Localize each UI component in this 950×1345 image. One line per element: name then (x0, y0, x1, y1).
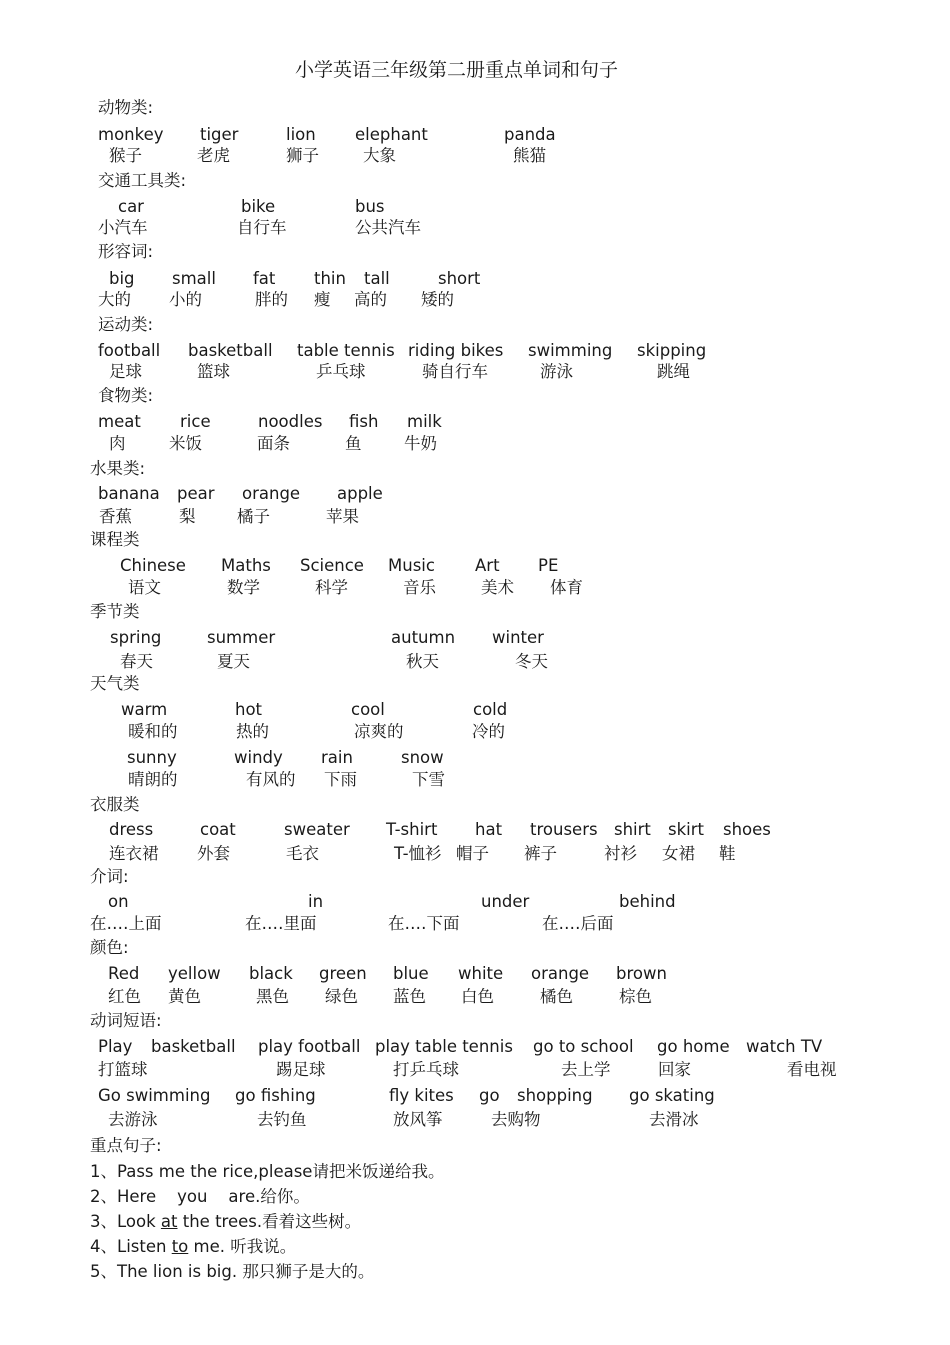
word-en: thin (314, 269, 346, 288)
word-en: Chinese (120, 556, 186, 575)
word-en: sunny (127, 748, 177, 767)
word-zh: 去游泳 (108, 1110, 158, 1129)
sentence-text: Here you are. (117, 1187, 261, 1206)
sentence-translation: 看着这些树。 (262, 1212, 362, 1231)
word-zh: 音乐 (403, 578, 436, 597)
word-en: panda (504, 125, 556, 144)
word-zh: 老虎 (197, 146, 230, 165)
word-en: rain (321, 748, 353, 767)
word-zh: 在‥‥上面 (90, 914, 162, 933)
word-en: noodles (258, 412, 323, 431)
section-heading-weather: 天气类 (90, 674, 140, 693)
word-en: cool (351, 700, 385, 719)
sentence-text: The lion is big. (117, 1262, 238, 1281)
word-zh: 鞋 (719, 844, 736, 863)
word-zh: 矮的 (421, 290, 454, 309)
word-en: skirt (668, 820, 704, 839)
word-en: rice (180, 412, 211, 431)
sentence-item (90, 1164, 444, 1181)
word-zh: 绿色 (325, 987, 358, 1006)
word-zh: 踢足球 (276, 1060, 326, 1079)
word-en: PE (538, 556, 559, 575)
word-en: black (249, 964, 293, 983)
word-zh: 高的 (354, 290, 387, 309)
word-en: banana (98, 484, 160, 503)
word-zh: 篮球 (197, 362, 230, 381)
word-zh: 去购物 (491, 1110, 541, 1129)
word-zh: 香蕉 (99, 507, 132, 526)
word-en: fat (253, 269, 276, 288)
word-en: car (118, 197, 144, 216)
word-en: apple (337, 484, 383, 503)
section-heading-clothes: 衣服类 (90, 795, 140, 814)
word-en: small (172, 269, 216, 288)
word-zh: 女裙 (662, 844, 695, 863)
word-en: go fishing (235, 1086, 316, 1105)
section-heading-animals: 动物类: (98, 98, 154, 117)
word-en: dress (109, 820, 154, 839)
word-zh: 冬天 (515, 652, 548, 671)
section-heading-colors: 颜色: (90, 938, 129, 957)
word-zh: 小汽车 (98, 218, 148, 237)
sentence-number: 2、 (90, 1187, 117, 1206)
word-en: table tennis (297, 341, 395, 360)
word-zh: T-恤衫 (394, 844, 442, 863)
section-heading-subjects: 课程类 (90, 530, 140, 549)
sentence-translation: 给你。 (260, 1187, 310, 1206)
page-title: 小学英语三年级第二册重点单词和句子 (295, 59, 619, 81)
word-en: tiger (200, 125, 239, 144)
sentence-number: 4、 (90, 1237, 117, 1256)
word-en: meat (98, 412, 141, 431)
word-zh: 肉 (109, 434, 126, 453)
word-en: blue (393, 964, 429, 983)
word-en: brown (616, 964, 667, 983)
word-zh: 大的 (98, 290, 131, 309)
word-zh: 骑自行车 (422, 362, 488, 381)
word-zh: 外套 (197, 844, 230, 863)
word-en: elephant (355, 125, 428, 144)
word-en: big (109, 269, 135, 288)
word-en: lion (286, 125, 316, 144)
word-zh: 衬衫 (604, 844, 637, 863)
word-en: cold (473, 700, 508, 719)
word-en: bike (241, 197, 276, 216)
word-zh: 橘色 (540, 987, 573, 1006)
word-zh: 游泳 (540, 362, 573, 381)
word-zh: 猴子 (109, 146, 142, 165)
word-zh: 晴朗的 (128, 770, 178, 789)
word-en: yellow (168, 964, 221, 983)
word-en: hot (235, 700, 263, 719)
word-zh: 苹果 (326, 507, 359, 526)
word-en: winter (492, 628, 544, 647)
word-en: play table tennis (375, 1037, 513, 1056)
word-en: orange (531, 964, 590, 983)
section-heading-phrases: 动词短语: (90, 1011, 162, 1030)
sentence-item (90, 1189, 310, 1206)
word-zh: 在‥‥下面 (388, 914, 460, 933)
section-heading-adjectives: 形容词: (98, 242, 154, 261)
word-zh: 暖和的 (128, 722, 178, 741)
word-en: Red (108, 964, 140, 983)
word-en: basketball (151, 1037, 236, 1056)
word-zh: 蓝色 (393, 987, 426, 1006)
word-zh: 梨 (179, 507, 196, 526)
word-zh: 乒乓球 (316, 362, 366, 381)
word-zh: 裤子 (524, 844, 557, 863)
word-zh: 在‥‥后面 (542, 914, 614, 933)
word-en: go to school (533, 1037, 634, 1056)
word-zh: 大象 (363, 146, 396, 165)
sentence-text: Listen (117, 1237, 172, 1256)
word-zh: 鱼 (345, 434, 362, 453)
word-en: go skating (629, 1086, 715, 1105)
sentence-underlined: at (160, 1212, 178, 1231)
word-en: Play (98, 1037, 133, 1056)
word-en: in (308, 892, 324, 911)
section-heading-transport: 交通工具类: (98, 171, 187, 190)
word-en: milk (407, 412, 442, 431)
word-en: autumn (391, 628, 456, 647)
word-en: coat (200, 820, 236, 839)
word-en: shoes (723, 820, 771, 839)
word-zh: 去钓鱼 (257, 1110, 307, 1129)
sentence-translation: 那只狮子是大的。 (237, 1262, 375, 1281)
word-zh: 小的 (169, 290, 202, 309)
word-zh: 在‥‥里面 (245, 914, 317, 933)
sentence-text: Pass me the rice,please (117, 1162, 313, 1181)
word-en: behind (619, 892, 676, 911)
word-en: white (458, 964, 504, 983)
word-zh: 胖的 (255, 290, 288, 309)
sentence-item (90, 1264, 374, 1281)
word-zh: 连衣裙 (109, 844, 159, 863)
word-en: go (479, 1086, 500, 1105)
sentence-item (90, 1214, 361, 1231)
sentence-translation: 请把米饭递给我。 (312, 1162, 445, 1181)
word-en: Art (475, 556, 500, 575)
section-heading-fruit: 水果类: (90, 459, 146, 478)
word-zh: 回家 (658, 1060, 691, 1079)
word-en: spring (110, 628, 162, 647)
word-zh: 黄色 (168, 987, 201, 1006)
word-zh: 熊猫 (513, 146, 546, 165)
word-en: summer (207, 628, 276, 647)
word-en: play football (258, 1037, 361, 1056)
word-zh: 自行车 (237, 218, 287, 237)
word-en: football (98, 341, 161, 360)
word-en: watch TV (746, 1037, 823, 1056)
section-heading-food: 食物类: (98, 386, 154, 405)
word-en: windy (234, 748, 283, 767)
word-en: go home (657, 1037, 730, 1056)
word-zh: 跳绳 (657, 362, 690, 381)
word-en: Music (388, 556, 435, 575)
word-en: hat (475, 820, 503, 839)
word-en: fish (349, 412, 379, 431)
sentence-text: Look (117, 1212, 161, 1231)
word-zh: 狮子 (286, 146, 319, 165)
word-zh: 足球 (109, 362, 142, 381)
word-en: orange (242, 484, 301, 503)
sentence-number: 5、 (90, 1262, 117, 1281)
word-zh: 凉爽的 (354, 722, 404, 741)
word-en: trousers (530, 820, 598, 839)
word-en: sweater (284, 820, 350, 839)
word-en: skipping (637, 341, 707, 360)
word-zh: 体育 (550, 578, 583, 597)
word-en: snow (401, 748, 444, 767)
word-zh: 打乒乓球 (393, 1060, 459, 1079)
word-zh: 红色 (108, 987, 141, 1006)
word-en: riding bikes (408, 341, 504, 360)
word-zh: 米饭 (169, 434, 202, 453)
word-en: warm (121, 700, 168, 719)
word-zh: 有风的 (246, 770, 296, 789)
sentence-text-rest: me. (188, 1237, 225, 1256)
word-en: short (438, 269, 481, 288)
sentence-number: 1、 (90, 1162, 117, 1181)
word-en: shopping (517, 1086, 593, 1105)
word-zh: 夏天 (217, 652, 250, 671)
word-en: Go swimming (98, 1086, 211, 1105)
word-en: swimming (528, 341, 613, 360)
word-en: tall (364, 269, 390, 288)
word-zh: 冷的 (472, 722, 505, 741)
word-zh: 美术 (481, 578, 514, 597)
word-zh: 公共汽车 (355, 218, 421, 237)
section-heading-sentences: 重点句子: (90, 1136, 162, 1155)
word-zh: 热的 (236, 722, 269, 741)
sentence-underlined: to (171, 1237, 189, 1256)
word-en: basketball (188, 341, 273, 360)
word-zh: 秋天 (406, 652, 439, 671)
word-en: fly kites (389, 1086, 454, 1105)
word-zh: 毛衣 (286, 844, 319, 863)
word-en: Maths (221, 556, 271, 575)
word-zh: 科学 (315, 578, 348, 597)
section-heading-sports: 运动类: (98, 315, 154, 334)
word-zh: 牛奶 (404, 434, 437, 453)
sentence-number: 3、 (90, 1212, 117, 1231)
word-zh: 放风筝 (393, 1110, 443, 1129)
word-zh: 下雨 (324, 770, 357, 789)
word-en: Science (300, 556, 364, 575)
word-en: green (319, 964, 367, 983)
section-heading-prepositions: 介词: (90, 867, 129, 886)
word-zh: 语文 (128, 578, 161, 597)
word-zh: 打篮球 (98, 1060, 148, 1079)
word-en: bus (355, 197, 385, 216)
word-zh: 下雪 (412, 770, 445, 789)
word-en: under (481, 892, 530, 911)
word-zh: 棕色 (619, 987, 652, 1006)
word-zh: 面条 (257, 434, 290, 453)
word-zh: 白色 (461, 987, 494, 1006)
sentence-text-rest: the trees. (177, 1212, 263, 1231)
word-zh: 去上学 (561, 1060, 611, 1079)
word-zh: 数学 (227, 578, 260, 597)
word-en: shirt (614, 820, 651, 839)
word-zh: 去滑冰 (649, 1110, 699, 1129)
word-zh: 春天 (120, 652, 153, 671)
sentence-translation: 听我说。 (225, 1237, 297, 1256)
word-en: T-shirt (386, 820, 438, 839)
section-heading-seasons: 季节类 (90, 602, 140, 621)
word-zh: 橘子 (237, 507, 270, 526)
word-zh: 黑色 (256, 987, 289, 1006)
word-zh: 看电视 (787, 1060, 837, 1079)
sentence-item (90, 1239, 296, 1256)
word-en: on (108, 892, 129, 911)
word-en: pear (177, 484, 215, 503)
word-en: monkey (98, 125, 164, 144)
word-zh: 瘦 (314, 290, 331, 309)
word-zh: 帽子 (456, 844, 489, 863)
